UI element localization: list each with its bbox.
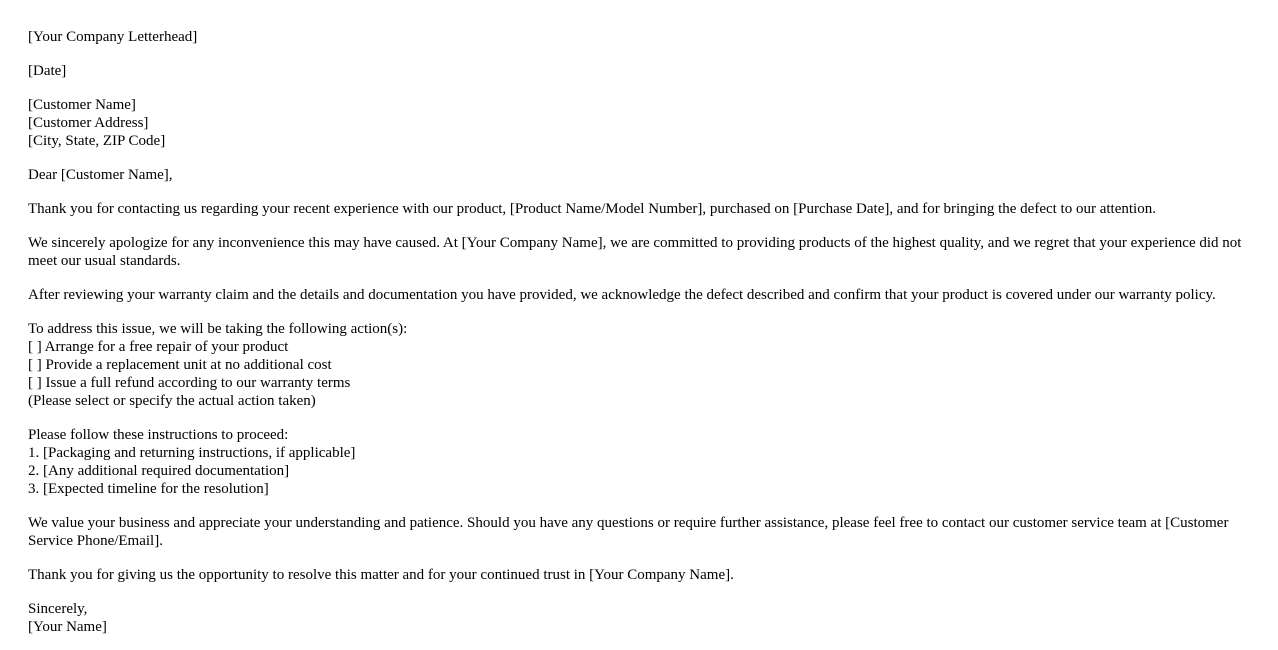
action-option-replacement: [ ] Provide a replacement unit at no additional cost: [28, 357, 332, 373]
paragraph-review: After reviewing your warranty claim and the details and documentation you have provided, we acknowledge the defect described and confirm that your product is covered under our warranty policy.: [28, 287, 1216, 303]
recipient-name: [Customer Name]: [28, 97, 136, 113]
instruction-step-2: 2. [Any additional required documentation]: [28, 463, 290, 479]
paragraph-apology: We sincerely apologize for any inconvenience this may have caused. At [Your Company Name], we are committed to providing products of the highest quality, and we regret that your experience did not meet our usual standards.: [28, 235, 1242, 269]
recipient-block: [28, 96, 1250, 150]
signer-name: [Your Name]: [28, 619, 107, 635]
paragraph-closing: Thank you for giving us the opportunity to resolve this matter and for your continued trust in [Your Company Name].: [28, 567, 734, 583]
instructions-block: [28, 426, 1250, 498]
letter-date: [Date]: [28, 63, 67, 79]
action-option-repair: [ ] Arrange for a free repair of your product: [28, 339, 289, 355]
action-option-refund: [ ] Issue a full refund according to our warranty terms: [28, 375, 351, 391]
actions-note: (Please select or specify the actual action taken): [28, 393, 316, 409]
actions-intro: To address this issue, we will be taking the following action(s):: [28, 321, 408, 337]
instructions-intro: Please follow these instructions to proceed:: [28, 427, 289, 443]
salutation: Dear [Customer Name],: [28, 167, 173, 183]
paragraph-thanks: Thank you for contacting us regarding your recent experience with our product, [Product Name/Model Number], purchased on [Purchase Date], and for bringing the defect to our attention.: [28, 201, 1156, 217]
signoff: Sincerely,: [28, 601, 88, 617]
instruction-step-3: 3. [Expected timeline for the resolution]: [28, 481, 269, 497]
letterhead: [Your Company Letterhead]: [28, 29, 198, 45]
instruction-step-1: 1. [Packaging and returning instructions, if applicable]: [28, 445, 356, 461]
recipient-city-state-zip: [City, State, ZIP Code]: [28, 133, 166, 149]
actions-block: [28, 320, 1250, 410]
signature-block: [28, 600, 1250, 636]
paragraph-value: We value your business and appreciate your understanding and patience. Should you have any questions or require further assistance, please feel free to contact our customer service team at [Customer Service Phone/Email].: [28, 515, 1229, 549]
recipient-address: [Customer Address]: [28, 115, 149, 131]
